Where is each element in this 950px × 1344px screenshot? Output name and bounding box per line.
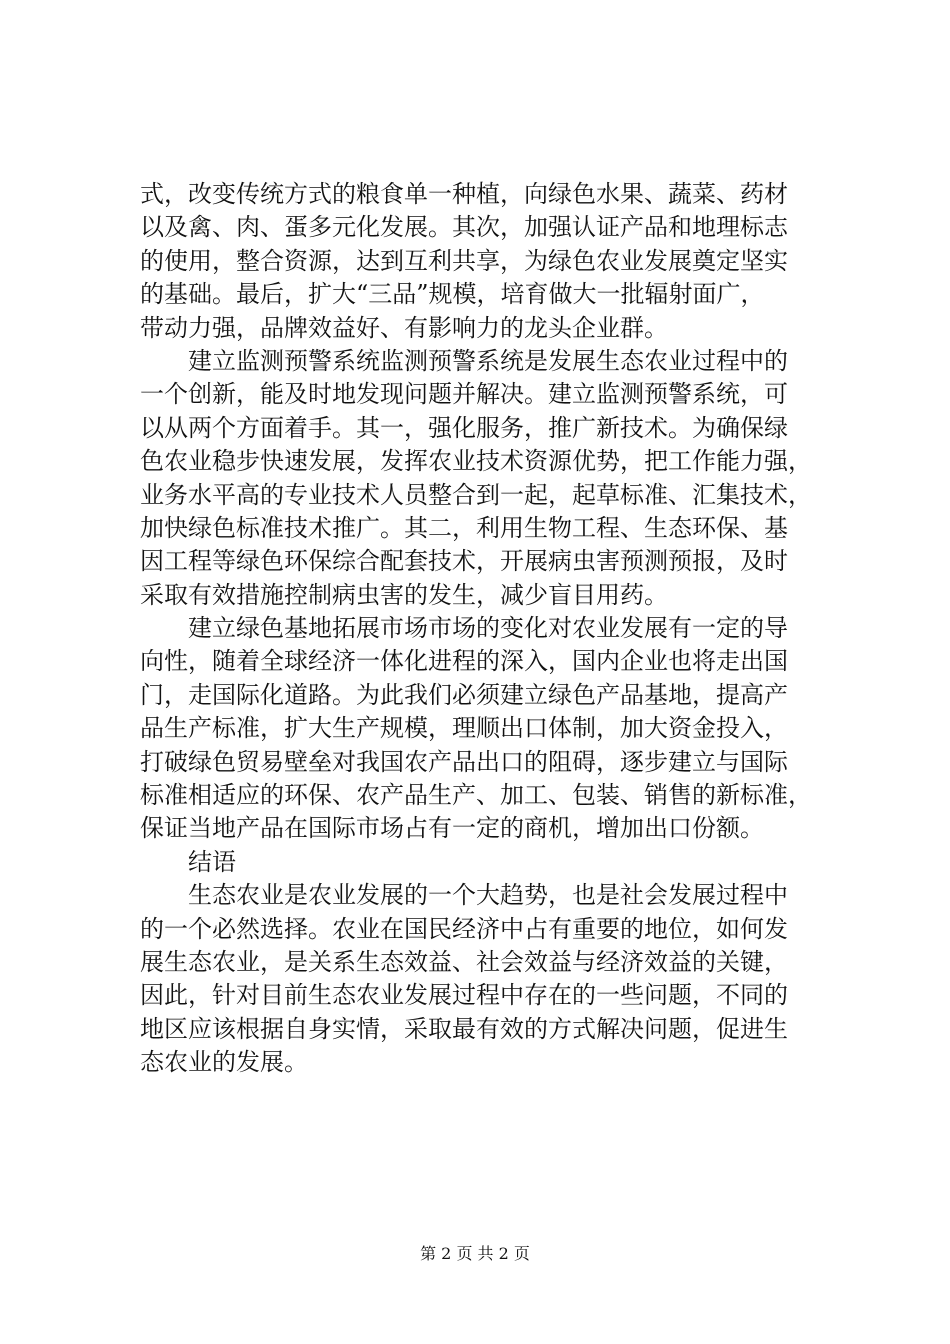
paragraph-5-line-2: 的一个必然选择。农业在国民经济中占有重要的地位，如何发: [140, 914, 788, 943]
paragraph-1-line-5: 带动力强，品牌效益好、有影响力的龙头企业群。: [140, 313, 668, 342]
paragraph-2-line-7: 因工程等绿色环保综合配套技术，开展病虫害预测预报，及时: [140, 547, 788, 576]
conclusion-heading: 结语: [188, 847, 236, 876]
paragraph-2-line-6: 加快绿色标准技术推广。其二，利用生物工程、生态环保、基: [140, 513, 788, 542]
paragraph-5-line-3: 展生态农业，是关系生态效益、社会效益与经济效益的关键，: [140, 947, 788, 976]
paragraph-3-line-7: 保证当地产品在国际市场占有一定的商机，增加出口份额。: [140, 814, 764, 843]
paragraph-1-line-4: 的基础。最后，扩大“三品”规模，培育做大一批辐射面广，: [140, 280, 765, 309]
paragraph-1-line-2: 以及禽、肉、蛋多元化发展。其次，加强认证产品和地理标志: [140, 213, 788, 242]
paragraph-5-line-4: 因此，针对目前生态农业发展过程中存在的一些问题，不同的: [140, 981, 788, 1010]
paragraph-3-line-4: 品生产标准，扩大生产规模，理顺出口体制，加大资金投入，: [140, 714, 788, 743]
paragraph-2-line-5: 业务水平高的专业技术人员整合到一起，起草标准、汇集技术，: [140, 480, 812, 509]
paragraph-2-line-2: 一个创新，能及时地发现问题并解决。建立监测预警系统，可: [140, 380, 788, 409]
paragraph-5-line-1: 生态农业是农业发展的一个大趋势，也是社会发展过程中: [188, 881, 788, 910]
paragraph-2-line-3: 以从两个方面着手。其一，强化服务，推广新技术。为确保绿: [140, 413, 788, 442]
paragraph-2-line-1: 建立监测预警系统监测预警系统是发展生态农业过程中的: [188, 346, 788, 375]
paragraph-1-line-3: 的使用，整合资源，达到互利共享，为绿色农业发展奠定坚实: [140, 246, 788, 275]
document-body: [140, 178, 844, 1080]
page-number-footer: 第 2 页 共 2 页: [420, 1244, 530, 1263]
paragraph-3-line-1: 建立绿色基地拓展市场市场的变化对农业发展有一定的导: [188, 614, 788, 643]
paragraph-1-line-1: 式，改变传统方式的粮食单一种植，向绿色水果、蔬菜、药材: [140, 180, 788, 208]
paragraph-3-line-6: 标准相适应的环保、农产品生产、加工、包装、销售的新标准，: [140, 781, 812, 810]
paragraph-2-line-8: 采取有效措施控制病虫害的发生，减少盲目用药。: [140, 580, 668, 609]
paragraph-5-line-5: 地区应该根据自身实情，采取最有效的方式解决问题，促进生: [140, 1014, 788, 1043]
paragraph-5-line-6: 态农业的发展。: [140, 1048, 308, 1077]
paragraph-3-line-5: 打破绿色贸易壁垒对我国农产品出口的阻碍，逐步建立与国际: [140, 747, 788, 776]
paragraph-3-line-3: 门，走国际化道路。为此我们必须建立绿色产品基地，提高产: [140, 680, 788, 709]
paragraph-2-line-4: 色农业稳步快速发展，发挥农业技术资源优势，把工作能力强，: [140, 447, 812, 476]
paragraph-3-line-2: 向性，随着全球经济一体化进程的深入，国内企业也将走出国: [140, 647, 788, 676]
